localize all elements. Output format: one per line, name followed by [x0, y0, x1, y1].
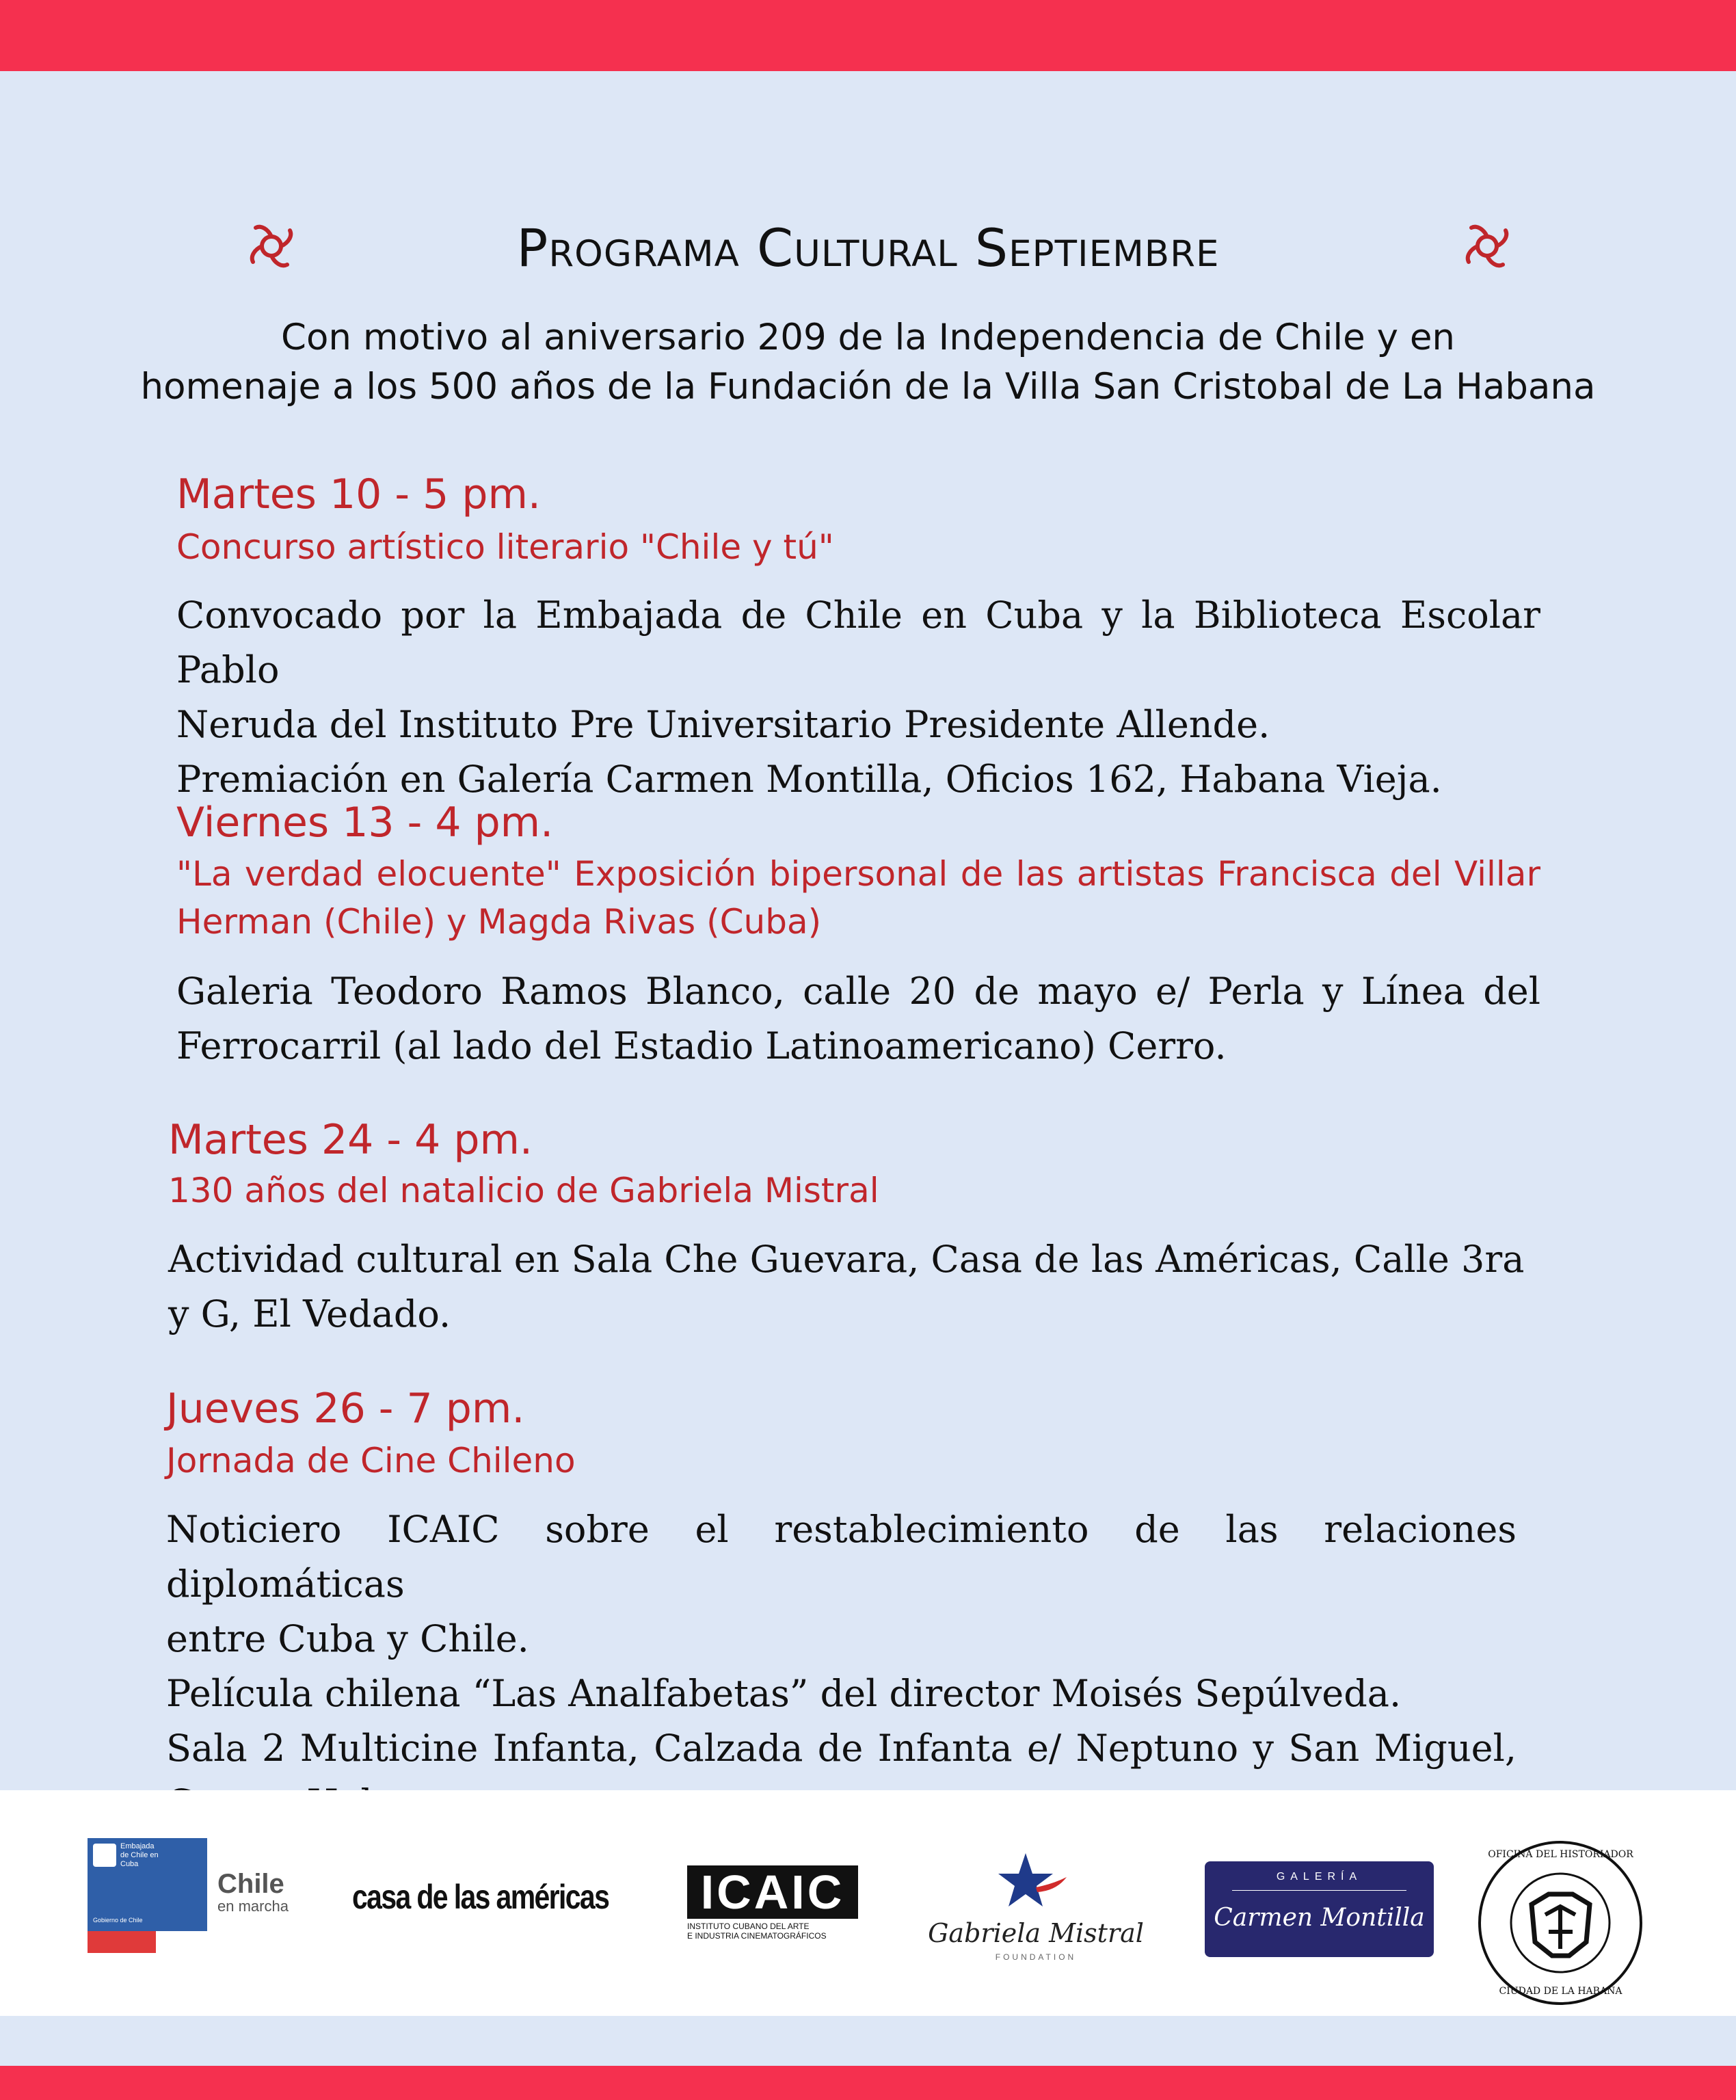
page-subtitle	[137, 313, 1599, 412]
event-date: Martes 10 - 5 pm.	[176, 470, 541, 518]
subtitle-line: homenaje a los 500 años de la Fundación de la Villa San Cristobal de La Habana	[140, 366, 1596, 408]
icaic-text: E INDUSTRIA CINEMATOGRÁFICOS	[687, 1931, 827, 1941]
galeria-carmen-montilla-logo	[1205, 1861, 1434, 1957]
event-date: Viernes 13 - 4 pm.	[176, 799, 554, 847]
oficina-historiador-seal	[1477, 1839, 1644, 2007]
gobierno-text: Gobierno de Chile	[93, 1917, 143, 1924]
seal-top-text: OFICINA DEL HISTORIADOR	[1488, 1849, 1633, 1860]
chile-brand: Chile	[217, 1869, 284, 1899]
icaic-mark: ICAIC	[687, 1865, 858, 1919]
embajada-chile-logo	[88, 1838, 207, 1953]
chile-brand-sub: en marcha	[217, 1898, 289, 1915]
event-title-line: "La verdad elocuente" Exposición bipersonal de las artistas Francisca del Villar	[176, 854, 1540, 894]
event-body-line: Ferrocarril (al lado del Estadio Latinoamericano) Cerro.	[176, 1024, 1227, 1067]
embajada-text: Embajada	[120, 1842, 155, 1850]
event-title-line: Jornada de Cine Chileno	[166, 1441, 576, 1480]
event-body-line: Sala 2 Multicine Infanta, Calzada de Infanta e/ Neptuno y San Miguel,	[166, 1727, 1517, 1770]
event-date: Jueves 26 - 7 pm.	[166, 1385, 525, 1433]
embajada-text: de Chile en	[120, 1851, 159, 1859]
event-body-line: Noticiero ICAIC sobre el restablecimiento de las relaciones diplomáticas	[166, 1508, 1517, 1606]
seal-bottom-text: CIUDAD DE LA HABANA	[1499, 1986, 1623, 1997]
event-date: Martes 24 - 4 pm.	[168, 1116, 533, 1164]
gabriela-mistral-logo	[909, 1850, 1162, 1973]
event-description	[176, 588, 1540, 807]
bottom-gap	[0, 2016, 1736, 2066]
chile-shield-icon	[93, 1844, 116, 1867]
casa-de-las-americas-logo: casa de las américas	[352, 1878, 609, 1916]
subtitle-line: Con motivo al aniversario 209 de la Independencia de Chile y en	[280, 317, 1456, 358]
event-title	[166, 1437, 576, 1485]
chile-en-marcha-logo	[217, 1870, 289, 1915]
page-title: Programa Cultural Septiembre	[516, 217, 1220, 278]
event-title	[176, 523, 834, 571]
event-body-line: Galeria Teodoro Ramos Blanco, calle 20 de mayo e/ Perla y Línea del	[176, 970, 1540, 1013]
event-title	[176, 850, 1540, 946]
event-body-line: Premiación en Galería Carmen Montilla, Oficios 162, Habana Vieja.	[176, 758, 1442, 801]
event-body-line: Convocado por la Embajada de Chile en Cuba y la Biblioteca Escolar Pablo	[176, 594, 1540, 691]
mistral-sub: FOUNDATION	[995, 1952, 1077, 1962]
event-body-line: Actividad cultural en Sala Che Guevara, Casa de las Américas, Calle 3ra	[168, 1238, 1525, 1281]
bottom-band	[0, 2066, 1736, 2100]
mistral-name: Gabriela Mistral	[928, 1918, 1144, 1948]
star-icon	[995, 1850, 1070, 1911]
event-title-line: Concurso artístico literario "Chile y tú"	[176, 527, 834, 567]
top-band	[0, 0, 1736, 71]
event-body-line: Neruda del Instituto Pre Universitario Presidente Allende.	[176, 703, 1270, 746]
event-title	[168, 1167, 879, 1214]
galeria-top: GALERÍA	[1276, 1871, 1363, 1883]
embajada-text: Cuba	[120, 1860, 139, 1868]
event-title-line: Herman (Chile) y Magda Rivas (Cuba)	[176, 902, 822, 942]
event-description	[168, 1232, 1525, 1342]
event-body-line: Película chilena “Las Analfabetas” del director Moisés Sepúlveda.	[166, 1672, 1402, 1715]
icaic-logo	[687, 1865, 858, 1941]
event-title-line: 130 años del natalicio de Gabriela Mistral	[168, 1171, 879, 1210]
seal-icon	[1477, 1839, 1644, 2007]
event-description	[176, 964, 1540, 1074]
icaic-text: INSTITUTO CUBANO DEL ARTE	[687, 1922, 810, 1931]
event-body-line: entre Cuba y Chile.	[166, 1617, 529, 1660]
galeria-name: Carmen Montilla	[1214, 1904, 1425, 1932]
event-description	[166, 1502, 1517, 1831]
event-body-line: y G, El Vedado.	[168, 1292, 451, 1335]
